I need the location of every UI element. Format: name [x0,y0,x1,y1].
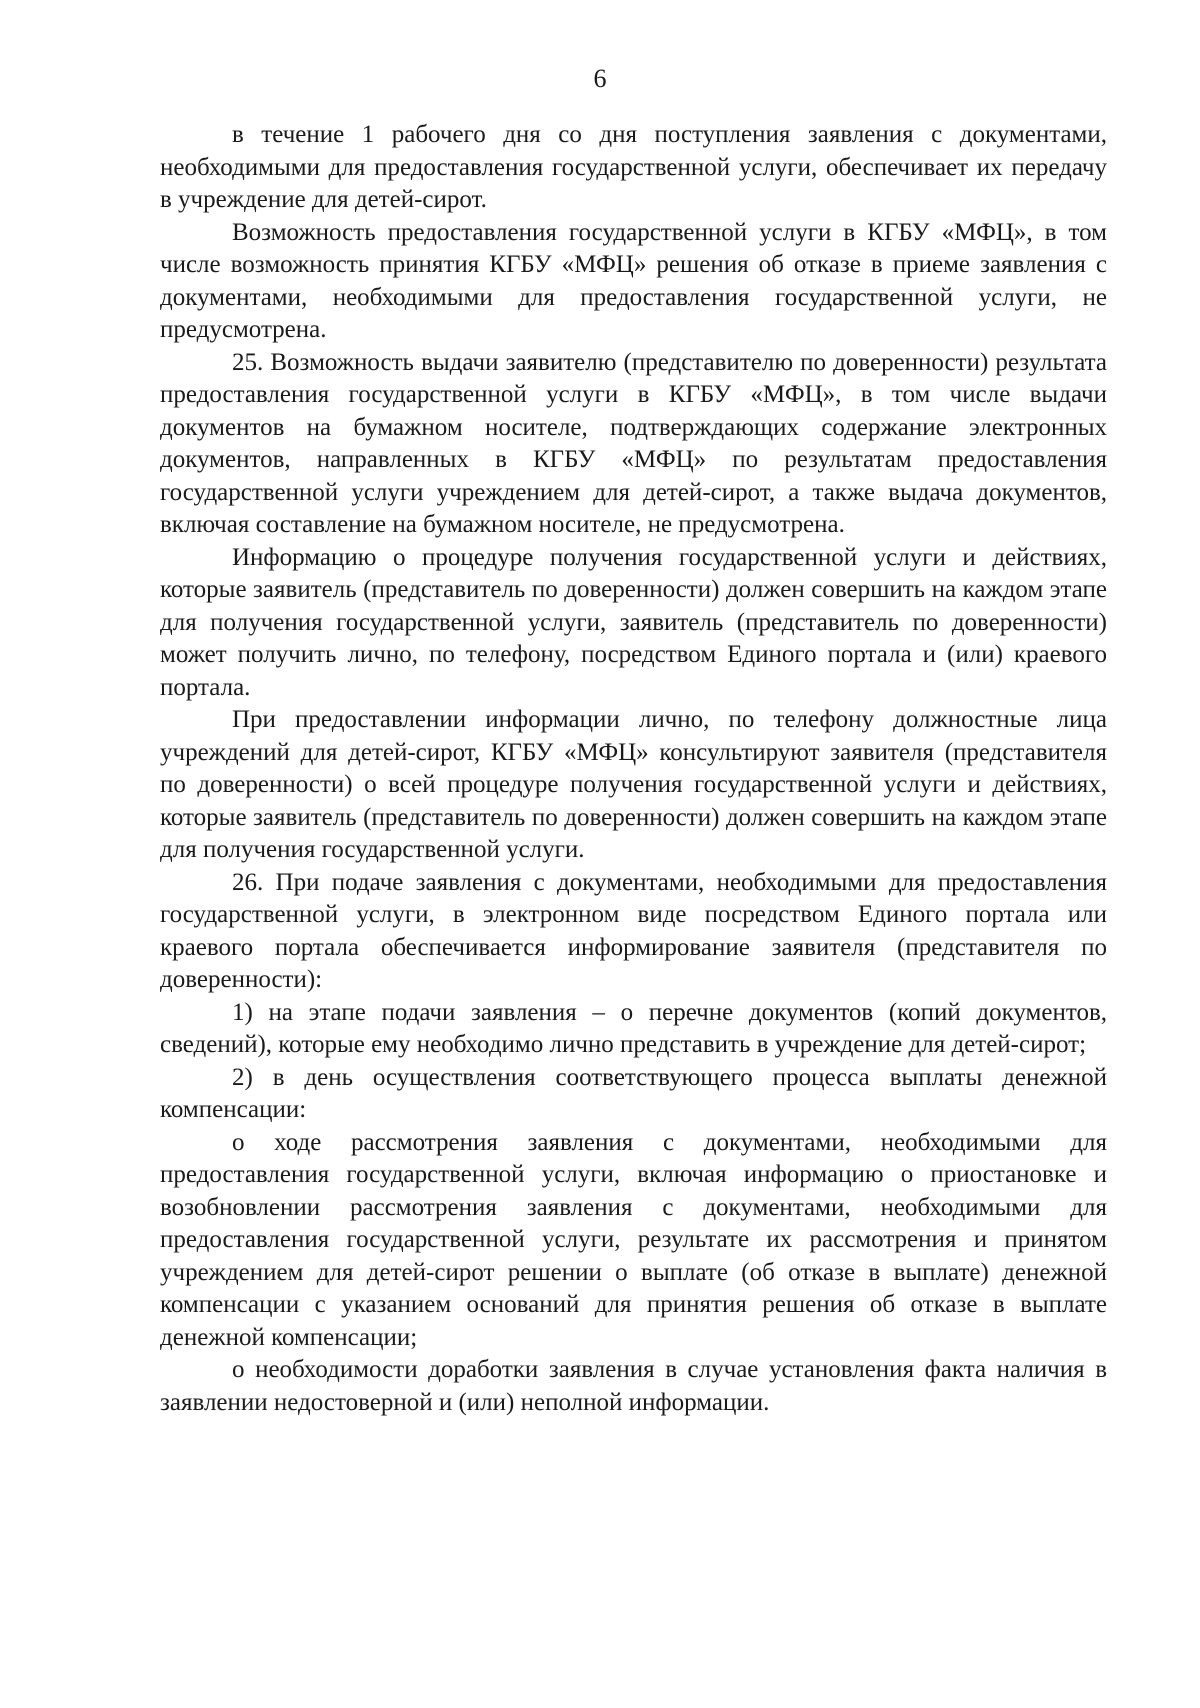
paragraph-transfer-documents: в течение 1 рабочего дня со дня поступления заявления с документами, необходимыми для предоставления государственной услуги, обеспечивает их передачу в учреждение для детей-сирот. [160,121,1107,213]
paragraph-subitem-1: 1) на этапе подачи заявления – о перечне документов (копий документов, сведений), которые ему необходимо лично представить в учреждение для детей-сирот; [160,998,1107,1058]
paragraph-mfc-not-provided: Возможность предоставления государственной услуги в КГБУ «МФЦ», в том числе возможность принятия КГБУ «МФЦ» решения об отказе в приеме заявления с документами, необходимыми для предоставления государственной услуги, не предусмотрена. [160,218,1107,343]
paragraph-consultation: При предоставлении информации лично, по телефону должностные лица учреждений для детей-сирот, КГБУ «МФЦ» консультируют заявителя (представителя по доверенности) о всей процедуре получения государственной услуги и действиях, которые заявитель (представитель по доверенности) должен совершить на каждом этапе для получения государственной услуги. [160,706,1107,863]
paragraph-item-26: 26. При подаче заявления с документами, необходимыми для предоставления государственной услуги, в электронном виде посредством Единого портала или краевого портала обеспечивается информирование заявителя (представителя по доверенности): [160,868,1107,993]
paragraph-review-progress: о ходе рассмотрения заявления с документами, необходимыми для предоставления государственной услуги, включая информацию о приостановке и возобновлении рассмотрения заявления с документами, необходимыми для предоставления государственной услуги, результате их рассмотрения и принятом учреждением для детей-сирот решении о выплате (об отказе в выплате) денежной компенсации с указанием оснований для принятия решения об отказе в выплате денежной компенсации; [160,1128,1107,1351]
document-body [160,119,1107,1419]
paragraph-procedure-info: Информацию о процедуре получения государственной услуги и действиях, которые заявитель (представитель по доверенности) должен совершить на каждом этапе для получения государственной услуги, заявитель (представитель по доверенности) может получить лично, по телефону, посредством Единого портала и (или) краевого портала. [160,543,1107,701]
paragraph-revision-needed: о необходимости доработки заявления в случае установления факта наличия в заявлении недостоверной и (или) неполной информации. [160,1356,1107,1416]
paragraph-subitem-2: 2) в день осуществления соответствующего процесса выплаты денежной компенсации: [160,1063,1107,1123]
paragraph-item-25: 25. Возможность выдачи заявителю (представителю по доверенности) результата предоставления государственной услуги в КГБУ «МФЦ», в том числе выдачи документов на бумажном носителе, подтверждающих содержание электронных документов, направленных в КГБУ «МФЦ» по результатам предоставления государственной услуги учреждением для детей-сирот, а также выдача документов, включая составление на бумажном носителе, не предусмотрена. [160,348,1107,538]
page-number: 6 [593,64,607,93]
